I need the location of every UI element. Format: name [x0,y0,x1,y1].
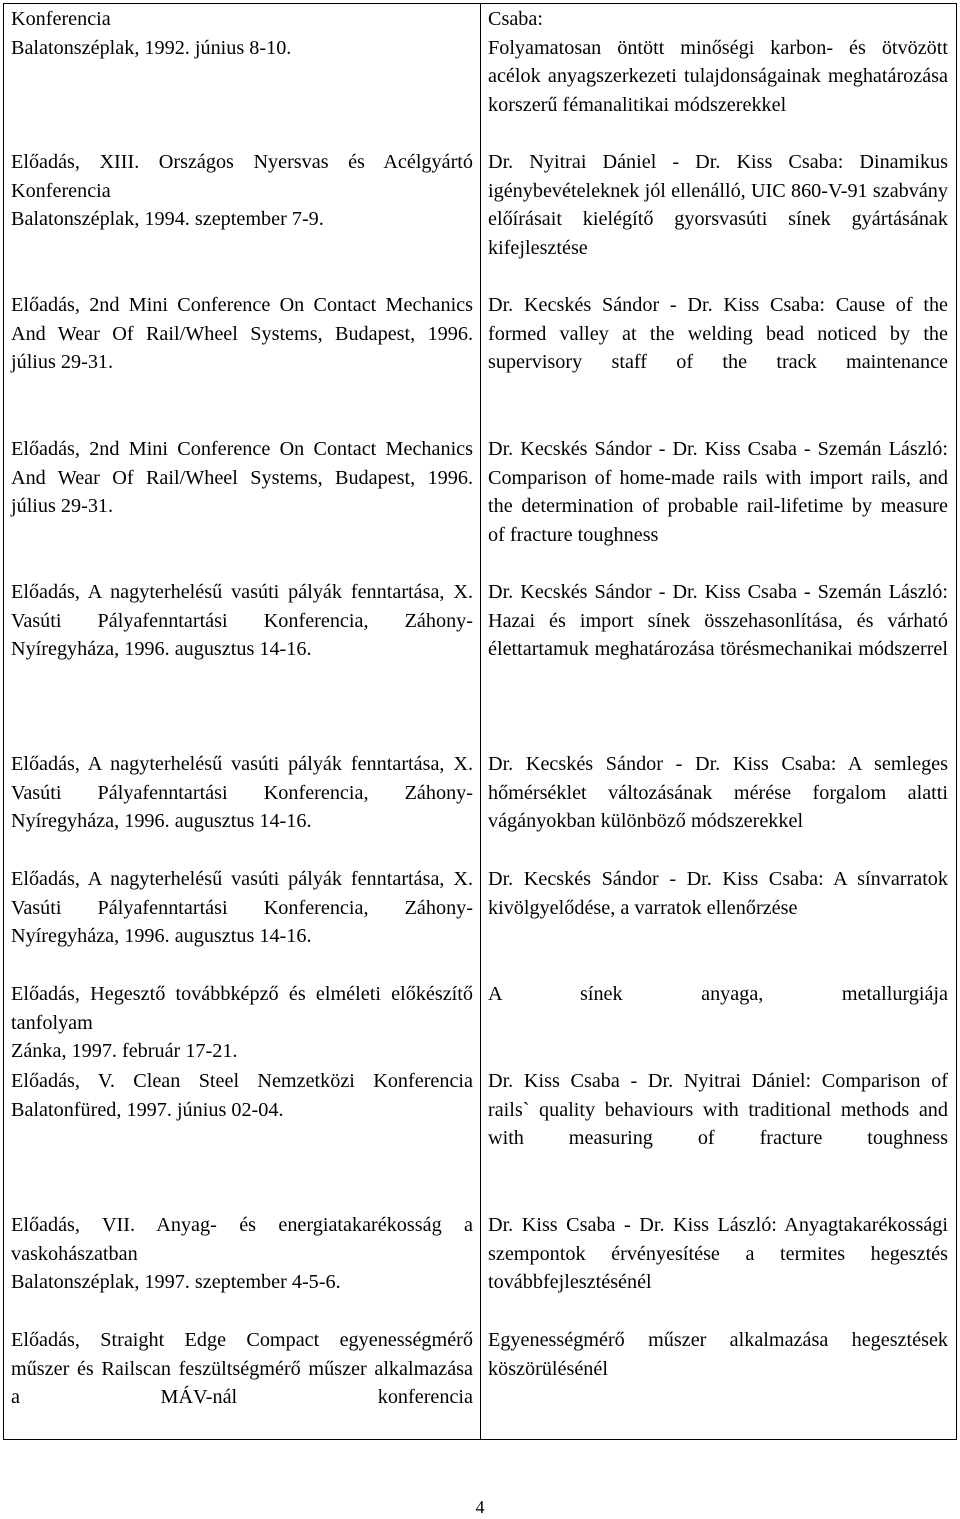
cell-text: Dr. Kiss Csaba - Dr. Kiss László: Anyagtakarékossági szempontok érvényesítése a termites hegesztés továbbfejlesztésénél [488,1214,948,1294]
cell-text: Balatonszéplak, 1997. szeptember 4-5-6. [11,1271,341,1294]
table-row-0-right [488,5,948,119]
cell-text: Előadás, A nagyterhelésű vasúti pályák fenntartása, X. Vasúti Pályafenntartási Konferencia, Záhony-Nyíregyháza, 1996. augusztus 14-16. [11,753,473,833]
cell-text: Dr. Kiss Csaba - Dr. Nyitrai Dániel: Comparison of rails` quality behaviours with traditional methods and with measuring of fracture toughness [488,1070,948,1150]
cell-text: Konferencia [11,8,111,30]
table-row-5-left [11,750,473,836]
table-row-3-right [488,435,948,549]
table-row-8-left [11,1067,473,1124]
cell-text: Balatonszéplak, 1994. szeptember 7-9. [11,208,324,231]
table-row-9-right [488,1211,948,1297]
cell-text: Zánka, 1997. február 17-21. [11,1040,238,1063]
cell-text: Előadás, 2nd Mini Conference On Contact Mechanics And Wear Of Rail/Wheel Systems, Budapest, 1996. július 29-31. [11,294,473,374]
cell-text: Dr. Kecskés Sándor - Dr. Kiss Csaba - Szemán László: Comparison of home-made rails with import rails, and the determination of probable rail-lifetime by measure of fracture toughness [488,438,948,546]
cell-text: Dr. Kecskés Sándor - Dr. Kiss Csaba: A sínvarratok kivölgyelődése, a varratok ellenőrzése [488,868,948,919]
cell-text: Előadás, A nagyterhelésű vasúti pályák fenntartása, X. Vasúti Pályafenntartási Konferencia, Záhony-Nyíregyháza, 1996. augusztus 14-16. [11,868,473,948]
cell-text: Dr. Kecskés Sándor - Dr. Kiss Csaba: A semleges hőmérséklet változásának mérése forgalom alatti vágányokban különböző módszerekkel [488,753,948,833]
cell-text: Egyenességmérő műszer alkalmazása hegesztések köszörülésénél [488,1329,948,1380]
table-row-10-right [488,1326,948,1383]
cell-text: A sínek anyaga, metallurgiája [488,983,948,1005]
cell-text: Balatonszéplak, 1992. június 8-10. [11,36,292,59]
table-row-4-left [11,578,473,664]
cell-text: Előadás, VII. Anyag- és energiatakarékosság a vaskohászatban [11,1214,473,1265]
table-row-7-left [11,980,473,1066]
cell-text: Dr. Kecskés Sándor - Dr. Kiss Csaba: Cause of the formed valley at the welding bead noticed by the supervisory staff of the track maintenance [488,294,948,374]
table-row-7-right [488,980,948,1009]
cell-text: Előadás, 2nd Mini Conference On Contact Mechanics And Wear Of Rail/Wheel Systems, Budapest, 1996. július 29-31. [11,438,473,518]
page-number: 4 [475,1497,485,1517]
cell-text: Előadás, V. Clean Steel Nemzetközi Konferencia [11,1070,473,1092]
cell-text: Dr. Nyitrai Dániel - Dr. Kiss Csaba: Dinamikus igénybevételeknek jól ellenálló, UIC 860-V-91 szabvány előírásait kielégítő gyorsvasúti sínek gyártásának kifejlesztése [488,151,948,259]
table-row-6-left [11,865,473,951]
column-divider [480,3,481,1440]
table-row-2-right [488,291,948,377]
cell-text: Balatonfüred, 1997. június 02-04. [11,1098,284,1121]
table-row-1-right [488,148,948,262]
cell-text: Előadás, A nagyterhelésű vasúti pályák fenntartása, X. Vasúti Pályafenntartási Konferencia, Záhony-Nyíregyháza, 1996. augusztus 14-16. [11,581,473,661]
table-row-2-left [11,291,473,377]
cell-text: Előadás, XIII. Országos Nyersvas és Acélgyártó Konferencia [11,151,473,202]
cell-text: Folyamatosan öntött minőségi karbon- és ötvözött acélok anyagszerkezeti tulajdonságainak meghatározása korszerű fémanalitikai módszerekkel [488,36,948,116]
cell-text: Előadás, Hegesztő továbbképző és elméleti előkészítő tanfolyam [11,983,473,1034]
table-row-9-left [11,1211,473,1297]
cell-text: Dr. Kecskés Sándor - Dr. Kiss Csaba - Szemán László: Hazai és import sínek összehasonlítása, és várható élettartamuk meghatározása törésmechanikai módszerrel [488,581,948,661]
table-row-8-right [488,1067,948,1153]
table-row-10-left [11,1326,473,1412]
table-row-6-right [488,865,948,922]
table-row-5-right [488,750,948,836]
table-row-1-left [11,148,473,234]
table-row-3-left [11,435,473,521]
table-row-4-right [488,578,948,664]
cell-text: Előadás, Straight Edge Compact egyenességmérő műszer és Railscan feszültségmérő műszer alkalmazása a MÁV-nál konferencia [11,1329,473,1409]
table-row-0-left [11,5,473,62]
cell-text: Csaba: [488,8,543,30]
